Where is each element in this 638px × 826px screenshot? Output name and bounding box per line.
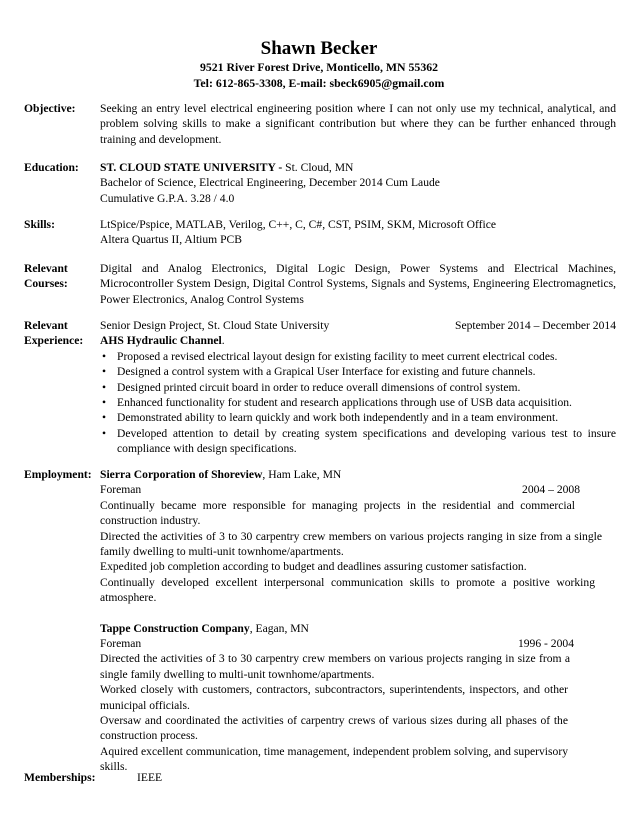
job-duty: Worked closely with customers, contractors, subcontractors, superintendents, inspectors, and other municipal officials. <box>100 683 568 712</box>
courses-label: Relevant Courses: <box>24 262 68 291</box>
job-duty: Oversaw and coordinated the activities of carpentry crews of various sizes during all phases of the construction process. <box>100 714 568 743</box>
memberships-value: IEEE <box>137 771 163 784</box>
job-role-line <box>100 482 616 497</box>
experience-bullet-list <box>100 349 616 457</box>
list-item: • Developed attention to detail by creating system specifications and developing various test to insure compliance with design specifications. <box>102 426 616 456</box>
project-title-line: AHS Hydraulic Channel. <box>100 334 225 348</box>
job-duty: Continually developed excellent interpersonal communication skills to promote a positive working atmosphere. <box>100 575 595 605</box>
objective-label: Objective: <box>24 102 76 115</box>
resume-header <box>0 38 638 91</box>
job-role: Foreman <box>100 637 142 651</box>
job-entry-sierra <box>100 467 616 606</box>
list-item: • Enhanced functionality for student and research applications through use of USB data acquisition. <box>102 396 572 410</box>
skills-body <box>100 217 616 248</box>
job-location: , Eagan, MN <box>249 621 309 635</box>
address-line: 9521 River Forest Drive, Monticello, MN 55362 <box>199 60 439 74</box>
job-duty: Directed the activities of 3 to 30 carpentry crew members on various projects ranging in size from a single family dwelling to multi-unit townhome/apartments. <box>100 529 602 559</box>
school-name: ST. CLOUD STATE UNIVERSITY - <box>100 161 283 174</box>
list-item: • Proposed a revised electrical layout design for existing facility to meet current electrical codes. <box>102 349 558 363</box>
job-company-line <box>100 621 616 636</box>
project-line <box>100 318 616 333</box>
bullet-icon: • <box>102 365 107 379</box>
job-duty: Aquired excellent communication, time management, independent problem solving, and supervisory skills. <box>100 744 568 774</box>
list-item: • Designed a control system with a Grapical User Interface for existing and future channels. <box>102 365 536 379</box>
project-name: Senior Design Project, St. Cloud State University <box>100 319 330 332</box>
job-entry-tappe <box>100 621 616 775</box>
skills-line-1: LtSpice/Pspice, MATLAB, Verilog, C++, C, C#, CST, PSIM, SKM, Microsoft Office <box>100 218 496 231</box>
courses-text: Digital and Analog Electronics, Digital Logic Design, Power Systems and Electrical Machines, Microcontroller System Design, Digital Control Systems, Signals and Systems, Engineering Electromagnetics, Power Electronics, Analog Control Systems <box>100 262 616 306</box>
bullet-icon: • <box>102 349 107 363</box>
bullet-icon: • <box>102 411 107 425</box>
memberships-label: Memberships: <box>24 771 96 784</box>
education-body <box>100 160 616 206</box>
job-role-line <box>100 636 616 651</box>
bullet-icon: • <box>102 396 107 410</box>
job-dates: 2004 – 2008 <box>522 483 580 497</box>
job-location: , Ham Lake, MN <box>262 468 342 481</box>
job-dates: 1996 - 2004 <box>517 637 574 651</box>
project-title: AHS Hydraulic Channel <box>100 334 222 348</box>
skills-line-2: Altera Quartus II, Altium PCB <box>100 233 243 247</box>
education-label: Education: <box>24 161 79 174</box>
candidate-name: Shawn Becker <box>260 38 378 59</box>
job-company: Tappe Construction Company <box>100 621 250 635</box>
gpa-line: Cumulative G.P.A. 3.28 / 4.0 <box>100 191 235 205</box>
job-duty: Expedited job completion according to budget and deadlines assuring customer satisfaction. <box>100 560 527 574</box>
objective-text: Seeking an entry level electrical engineering position where I can not only use my technical, analytical, and problem solving skills to make a significant contribution but where they can be further enhanced through training and development. <box>100 102 616 146</box>
job-company: Sierra Corporation of Shoreview <box>100 468 263 481</box>
school-line <box>100 160 616 175</box>
list-item: • Demonstrated ability to learn quickly and work both independently and in a team environment. <box>102 411 559 425</box>
employment-label: Employment: <box>24 468 92 481</box>
job-role: Foreman <box>100 483 142 497</box>
contact-line: Tel: 612-865-3308, E-mail: sbeck6905@gmail.com <box>193 75 445 90</box>
experience-body <box>100 318 616 457</box>
project-dates: September 2014 – December 2014 <box>455 319 616 332</box>
employment-body <box>100 467 616 775</box>
job-duty: Directed the activities of 3 to 30 carpentry crew members on various projects ranging in size from a single family dwelling to multi-unit townhome/apartments. <box>100 652 570 681</box>
school-location: St. Cloud, MN <box>282 161 354 174</box>
bullet-icon: • <box>102 380 107 394</box>
list-item: • Designed printed circuit board in order to reduce overall dimensions of control system. <box>102 380 521 394</box>
job-duty: Continually became more responsible for managing projects in the residential and commercial construction industry. <box>100 498 575 528</box>
job-company-line <box>100 467 616 482</box>
skills-label: Skills: <box>24 218 55 231</box>
degree-line: Bachelor of Science, Electrical Engineering, December 2014 Cum Laude <box>100 176 440 190</box>
bullet-icon: • <box>102 426 107 440</box>
experience-label: Relevant Experience: <box>24 319 84 348</box>
